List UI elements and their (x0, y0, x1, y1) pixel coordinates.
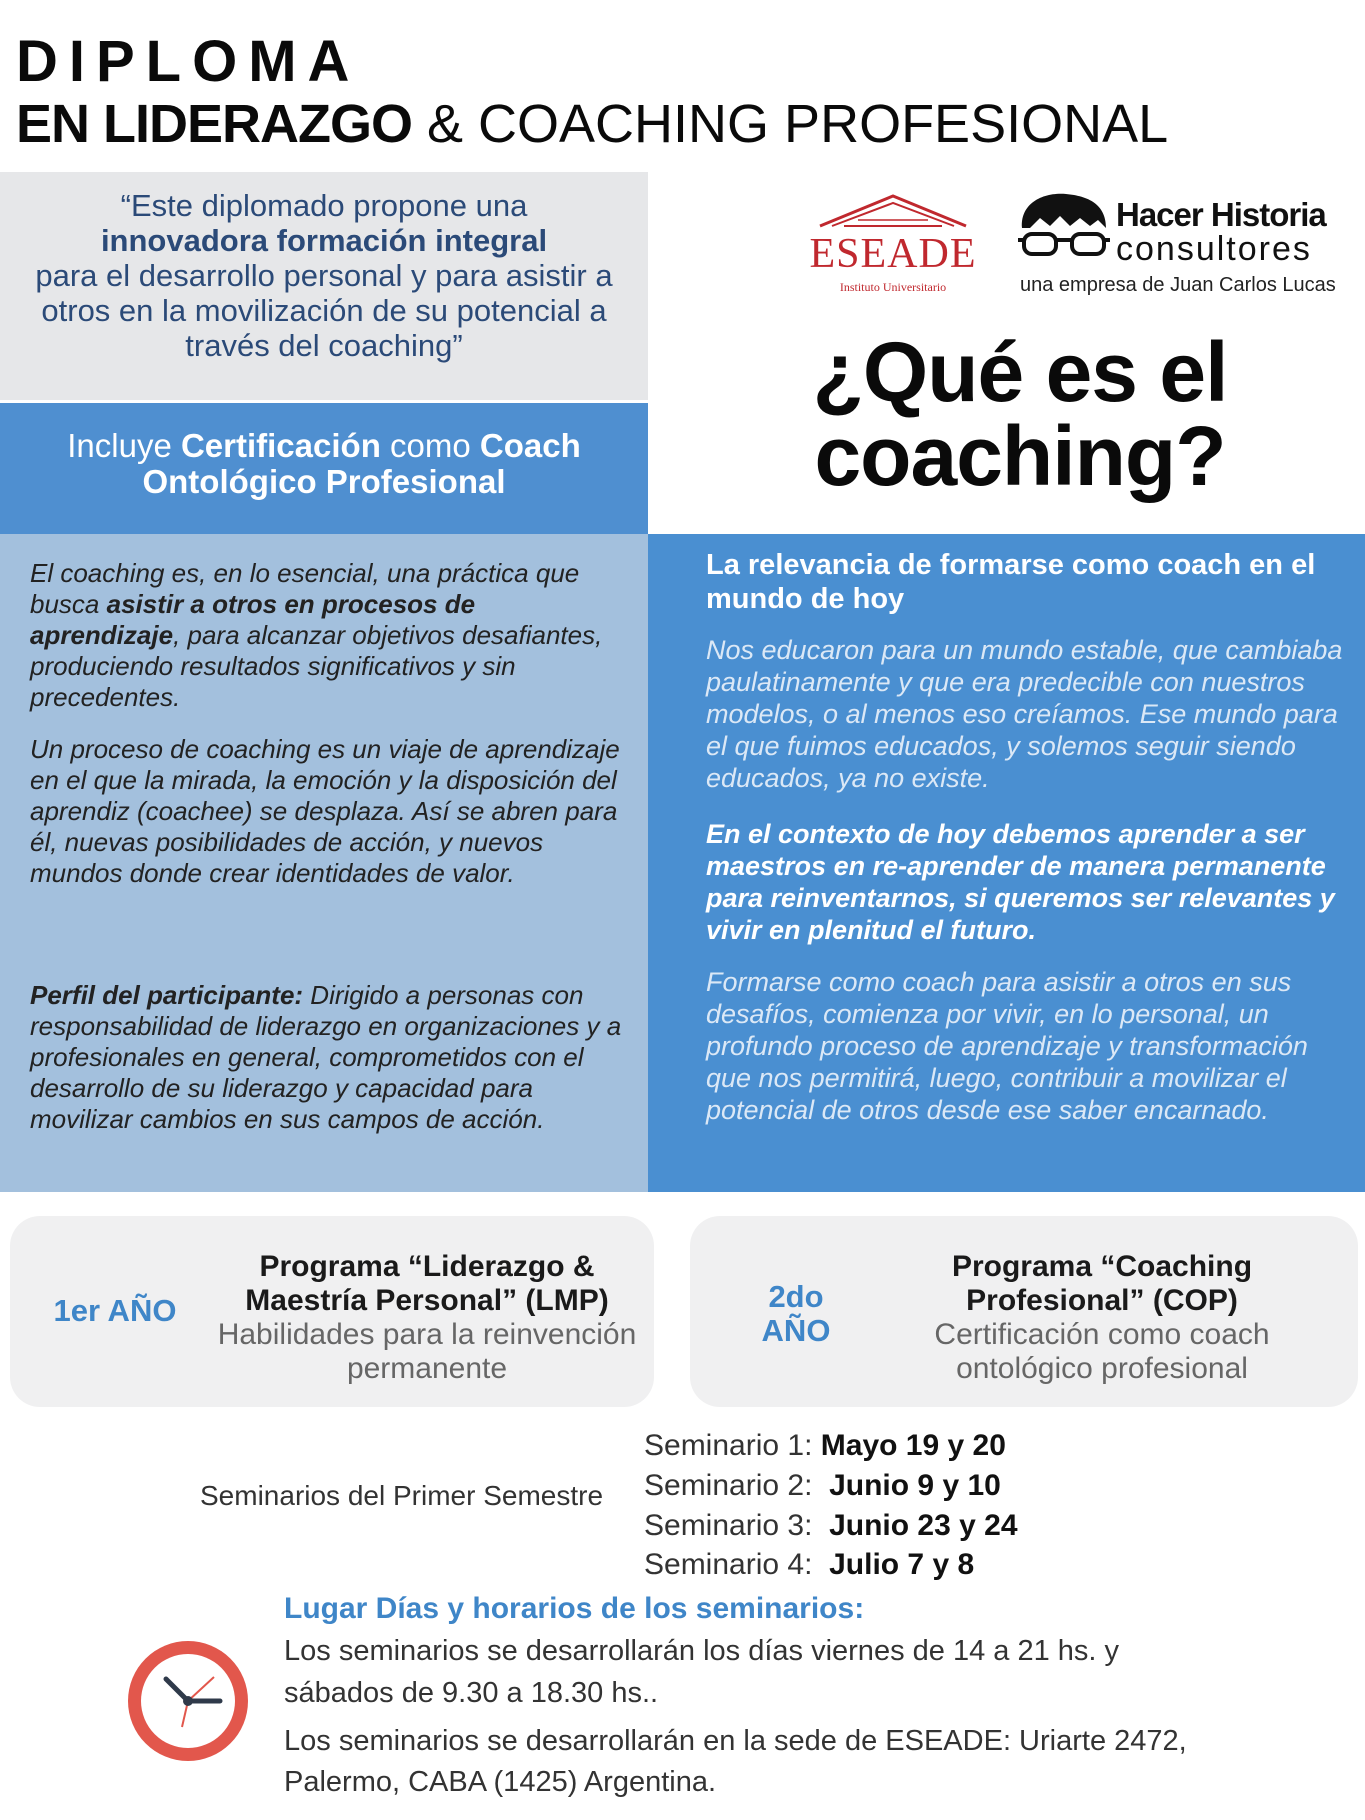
hh-consultores: consultores (1116, 230, 1312, 268)
program-title-bold: EN LIDERAZGO (16, 94, 413, 154)
venue-line: Los seminarios se desarrollarán en la sede de ESEADE: Uriarte 2472, (284, 1725, 1187, 1757)
cert-t2: como (380, 427, 480, 464)
p1-c: , para alcanzar objetivos desafiantes, produciendo resultados significativos y sin precedentes. (30, 620, 603, 712)
quote-bold: innovadora formación integral (100, 223, 548, 258)
seminar-date: Julio 7 y 8 (829, 1548, 975, 1581)
seminar-row (644, 1508, 1018, 1544)
quote-text (12, 188, 636, 363)
hh-tagline: una empresa de Juan Carlos Lucas (1020, 274, 1336, 296)
year-1-label: 1er AÑO (53, 1293, 177, 1328)
year-2-label (736, 1280, 856, 1348)
quote-part1: “Este diplomado propone una (120, 188, 528, 223)
seminar-row (644, 1468, 1001, 1504)
coaching-definition (30, 558, 630, 713)
seminar-date: Junio 9 y 10 (829, 1469, 1001, 1502)
seminar-name: Seminario 4: (644, 1548, 813, 1581)
coaching-question-heading: ¿Qué es el coaching? (812, 325, 1228, 503)
eseade-logo (800, 194, 986, 304)
program-title (16, 92, 1168, 156)
relevance-p2: En el contexto de hoy debemos aprender a ser maestros en re-aprender de manera permanente para reinventarnos, si queremos ser relevantes y vivir en plenitud el futuro. (706, 819, 1335, 945)
p1-a: El coaching es, en lo esencial, una práctica que busca (30, 558, 580, 619)
program-1-subtitle: Habilidades para la reinvención permanente (217, 1318, 637, 1385)
seminar-date: Junio 23 y 24 (829, 1509, 1018, 1542)
seminar-date: Mayo 19 y 20 (820, 1429, 1006, 1462)
venue-title: Lugar Días y horarios de los seminarios: (284, 1592, 865, 1625)
year-2-line1: 2do (768, 1279, 824, 1314)
relevance-heading: La relevancia de formarse como coach en el mundo de hoy (706, 549, 1316, 615)
seminar-name: Seminario 1: (644, 1429, 813, 1462)
seminar-name: Seminario 2: (644, 1469, 813, 1502)
face-glasses-icon (1016, 190, 1112, 270)
program-1 (212, 1250, 642, 1386)
hh-name: Hacer Historia (1116, 196, 1326, 233)
program-2 (862, 1250, 1342, 1386)
program-2-subtitle: Certificación como coach ontológico profesional (934, 1318, 1270, 1385)
cert-t1: Incluye (67, 427, 181, 464)
profile-text: Dirigido a personas con responsabilidad de liderazgo en organizaciones y a profesionales en general, comprometidos con el desarrollo de su liderazgo y capacidad para movilizar cambios en sus campos de acción. (30, 980, 622, 1134)
year-2-line2: AÑO (761, 1313, 831, 1348)
relevance-p3: Formarse como coach para asistir a otros en sus desafíos, comienza por vivir, en lo personal, un profundo proceso de aprendizaje y transformación que nos permitirá, luego, contribuir a movilizar el potencial de otros desde ese saber encarnado. (706, 967, 1308, 1125)
profile-label: Perfil del participante: (30, 980, 304, 1010)
program-1-title: Programa “Liderazgo & Maestría Personal” (LMP) (245, 1250, 609, 1317)
p1-b: asistir a otros en procesos de aprendizaje (30, 589, 476, 650)
seminar-name: Seminario 3: (644, 1509, 813, 1542)
seminar-row (644, 1428, 1006, 1464)
seminar-row (644, 1547, 974, 1583)
program-title-rest: & COACHING PROFESIONAL (412, 94, 1169, 154)
program-2-title: Programa “Coaching Profesional” (COP) (951, 1250, 1253, 1317)
eseade-roof-icon (818, 194, 968, 228)
venue-line: sábados de 9.30 a 18.30 hs.. (284, 1677, 659, 1709)
hacer-historia-logo (1016, 190, 1356, 300)
diploma-title: DIPLOMA (16, 29, 361, 94)
eseade-subtitle: Instituto Universitario (839, 280, 947, 294)
clock-icon (122, 1635, 254, 1767)
venue-line: Palermo, CABA (1425) Argentina. (284, 1766, 717, 1798)
seminars-label: Seminarios del Primer Semestre (200, 1480, 604, 1511)
participant-profile (30, 980, 630, 1135)
cert-b1: Certificación (180, 427, 381, 464)
quote-part2: para el desarrollo personal y para asistir a otros en la movilización de su potencial a través del coaching” (35, 258, 613, 363)
venue-line: Los seminarios se desarrollarán los días viernes de 14 a 21 hs. y (284, 1635, 1119, 1667)
relevance-p1: Nos educaron para un mundo estable, que cambiaba paulatinamente y que era predecible con nuestros modelos, o al menos eso creíamos. Ese mundo para el que fuimos educados, y solemos seguir siendo educados, ya no existe. (706, 635, 1343, 793)
certification-text (10, 428, 638, 500)
eseade-name: ESEADE (809, 231, 977, 277)
coaching-process: Un proceso de coaching es un viaje de aprendizaje en el que la mirada, la emoción y la disposición del aprendiz (coachee) se desplaza. Así se abren para él, nuevas posibilidades de acción, y nuevos mundos donde crear identidades de valor. (30, 734, 620, 888)
cert-b2: Coach Ontológico Profesional (142, 427, 581, 500)
